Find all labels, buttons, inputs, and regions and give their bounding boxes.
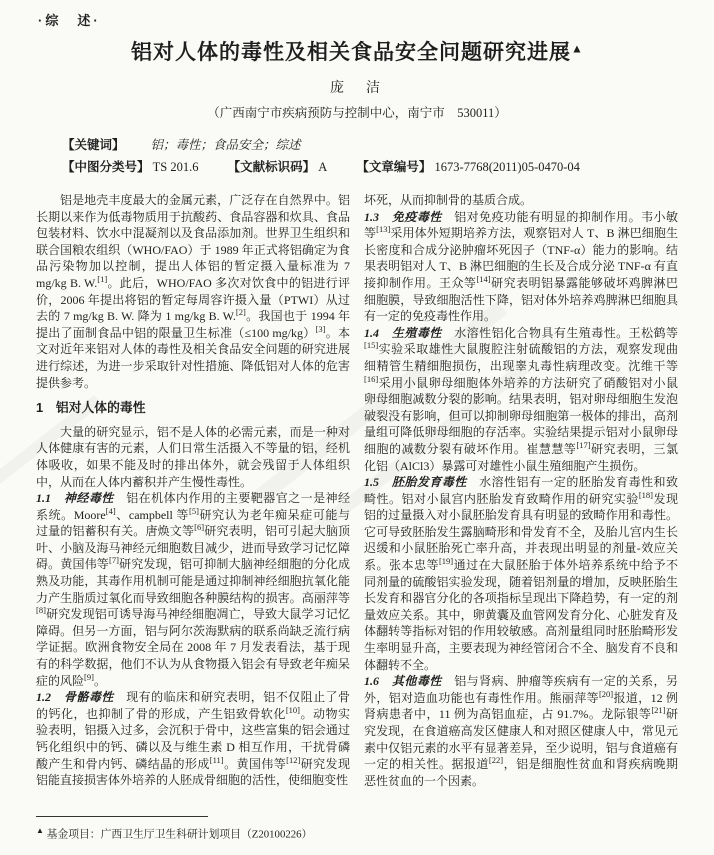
reference-superscript: [20] bbox=[598, 688, 614, 699]
classification-line bbox=[62, 156, 674, 178]
reference-superscript: [8] bbox=[36, 605, 46, 616]
paragraph: 1.4 生殖毒性 水溶性铝化合物具有生殖毒性。王松鹤等[15]实验采取雄性大鼠腹腔注射硫酸铝的方法，观察发现曲细精管生精细胞损伤，出现睾丸毒性病理改变。沈维干等[16]采用小鼠卵母细胞体外培养的方法研究了硝酸铝对小鼠卵母细胞减数分裂的影响。结果表明，铝对卵母细胞生发泡破裂没有影响，但可以抑制卵母细胞第一极体的排出，高剂量组可降低卵母细胞的存活率。实验结果提示铝对小鼠卵母细胞的减数分裂有破坏作用。崔慧慧等[17]研究表明，三氯化铝（AlCl3）暴露可对雄性小鼠生殖细胞产生损伤。 bbox=[364, 325, 678, 473]
paragraph: 1.2 骨骼毒性 现有的临床和研究表明，铝不仅阻止了骨的钙化，也抑制了骨的形成，产生铝致骨软化[10]。动物实验表明，铝摄入过多，会沉积于骨中，这些富集的铝会通过钙化组织中的钙、磷以及与维生素 D 相互作用，干扰骨磷酸产生和骨内钙、磷结晶的形成[11]。黄国伟等[12]研究发现铝能直接损害体外培养的人胚成骨细胞的活性，使细胞变性 bbox=[36, 690, 350, 788]
article-id-value: 1673-7768(2011)05-0470-04 bbox=[434, 160, 580, 174]
reference-superscript: [7] bbox=[108, 555, 119, 566]
reference-superscript: [15] bbox=[364, 340, 379, 351]
left-column bbox=[36, 192, 350, 789]
title-footnote-marker: ▲ bbox=[571, 41, 583, 56]
subsection-label: 1.5 胚胎发育毒性 bbox=[364, 475, 467, 490]
section-heading: 1 铝对人体的毒性 bbox=[36, 400, 146, 416]
paragraph: 大量的研究显示，铝不是人体的必需元素，而是一种对人体健康有害的元素，人们日常生活摄入不等量的铝，经机体吸收，如果不能及时的排出体外，就会残留于人体组织中，从而在人体内蓄积并产生慢性毒性。 bbox=[36, 424, 350, 489]
reference-superscript: [14] bbox=[476, 273, 491, 284]
footnote-divider bbox=[36, 816, 208, 817]
reference-superscript: [3] bbox=[315, 323, 326, 334]
column-tag: ·综 述· bbox=[38, 13, 101, 28]
paragraph: 1.6 其他毒性 铝与肾病、肿瘤等疾病有一定的关系，另外，铝对造血功能也有毒性作用。熊丽萍等[20]报道，12 例肾病患者中，11 例为高铝血症，占 91.7%。龙际银等[21]研究发现，在食道癌高发区健康人和对照区健康人中，常见元素中仅铝元素的水平有显著差异，至少说明，铝与食道癌有一定的相关性。据报道[22]，铝是细胞性贫血和肾疾病晚期恶性贫血的一个因素。 bbox=[364, 674, 678, 788]
paragraph: 铝是地壳丰度最大的金属元素，广泛存在自然界中。铝长期以来作为低毒物质用于抗酸药、食品容器和炊具、食品包装材料、饮水中混凝剂以及食品添加剂。世界卫生组织和联合国粮农组织（WHO/FAO）于 1989 年正式将铝确定为食品污染物加以控制，提出人体铝的暂定摄入量标准为 7 mg/kg B. W.[1]。此后，WHO/FAO 多次对饮食中的铝进行评价，2006 年提出将铝的暂定每周容许摄入量（PTWI）从过去的 7 mg/kg B. W. 降为 1 mg/kg B. W.[2]。我国也于 1994 年提出了面制食品中铝的限量卫生标准（≤100 mg/kg）[3]。本文对近年来铝对人体的毒性及相关食品安全问题的研究进展进行综述，为进一步采取针对性措施、降低铝对人体的危害提供参考。 bbox=[36, 193, 351, 390]
right-column bbox=[364, 192, 678, 789]
reference-superscript: [1] bbox=[97, 273, 108, 284]
reference-superscript: [11] bbox=[209, 754, 224, 765]
page-title: 铝对人体的毒性及相关食品安全问题研究进展 bbox=[131, 40, 572, 64]
clc-value: TS 201.6 bbox=[152, 160, 199, 174]
subsection-label: 1.2 骨骼毒性 bbox=[36, 690, 114, 705]
reference-superscript: [12] bbox=[286, 754, 301, 765]
reference-superscript: [16] bbox=[364, 373, 379, 384]
article-id-label: 【文章编号】 bbox=[356, 160, 432, 174]
reference-superscript: [19] bbox=[438, 556, 454, 567]
footnote-text: 基金项目：广西卫生厅卫生科研计划项目（Z20100226） bbox=[46, 829, 313, 841]
subsection-label: 1.6 其他毒性 bbox=[364, 674, 442, 689]
keywords-label: 【关键词】 bbox=[62, 138, 125, 152]
reference-superscript: [13] bbox=[376, 224, 391, 235]
keywords-value: 铝；毒性；食品安全；综述 bbox=[150, 138, 301, 152]
author-affiliation: （广西南宁市疾病预防与控制中心，南宁市 530011） bbox=[207, 106, 507, 120]
article-meta bbox=[62, 134, 674, 178]
paragraph: 坏死，从而抑制骨的基质合成。 bbox=[364, 193, 533, 207]
reference-superscript: [5] bbox=[189, 505, 199, 516]
title-block bbox=[0, 0, 714, 66]
funding-footnote bbox=[36, 816, 366, 843]
paragraph: 1.1 神经毒性 铝在机体内作用的主要靶器官之一是神经系统。Moore[4]、campbell 等[5]研究认为老年痴呆症可能与过量的铝蓄积有关。唐焕文等[6]研究表明，铝可引起大脑顶叶、小脑及海马神经元细胞数目减少，进而导致学习记忆障碍。黄国伟等[7]研究发现，铝可抑制大脑神经细胞的分化成熟及功能，其毒作用机制可能是通过抑制神经细胞抗氧化能力产生脂质过氧化而导致细胞各种膜结构的损害。高丽萍等[8]研究发现铝可诱导海马神经细胞凋亡，导致大鼠学习记忆障碍。但另一方面，铝与阿尔茨海默病的联系尚缺乏流行病学证据。欧洲食物安全局在 2008 年 7 月发表看法，基于现有的科学数据，他们不认为从食物摄入铝会有导致老年痴呆症的风险[9]。 bbox=[36, 491, 351, 688]
paragraph: 1.3 免疫毒性 铝对免疫功能有明显的抑制作用。韦小敏等[13]采用体外短期培养方法，观察铝对人 T、B 淋巴细胞生长密度和合成分泌肿瘤坏死因子（TNF-α）能力的影响。结果表明铝对人 T、B 淋巴细胞的生长及合成分泌 TNF-α 有直接抑制作用。王众等[14]研究表明铝暴露能够破坏鸡脾淋巴细胞膜，导致细胞活性下降，铝对体外培养鸡脾淋巴细胞具有一定的免疫毒性作用。 bbox=[364, 209, 678, 324]
reference-superscript: [6] bbox=[194, 522, 205, 533]
doc-code-label: 【文献标识码】 bbox=[227, 160, 316, 174]
body-columns bbox=[36, 192, 678, 789]
keywords-line bbox=[62, 134, 674, 156]
reference-superscript: [21] bbox=[651, 705, 666, 716]
subsection-label: 1.1 神经毒性 bbox=[36, 491, 114, 506]
author-name: 庞 洁 bbox=[330, 81, 384, 96]
reference-superscript: [4] bbox=[105, 505, 116, 516]
clc-label: 【中图分类号】 bbox=[62, 160, 150, 174]
subsection-label: 1.3 免疫毒性 bbox=[364, 209, 442, 224]
paragraph: 1.5 胚胎发育毒性 水溶性铝有一定的胚胎发育毒性和致畸性。铝对小鼠宫内胚胎发育致畸作用的研究实验[18]发现铝的过量摄入对小鼠胚胎发育具有明显的致畸作用和毒性。它可导致胚胎发生露脑畸形和骨发育不全，及胎儿宫内生长迟缓和小鼠胚胎死亡率升高，并表现出明显的剂量-效应关系。张本忠等[19]通过在大鼠胚胎于体外培养系统中给予不同剂量的硫酸铝实验发现，随着铝剂量的增加，反映胚胎生长发育和器官分化的各项指标呈现出下降趋势，有一定的剂量效应关系。其中，卵黄囊及血管网发育分化、心脏发育及体翻转等指标对铝的作用较敏感。高剂量组同时胚胎畸形发生率明显升高，主要表现为神经管闭合不全、脑发育不良和体翻转不全。 bbox=[364, 475, 678, 672]
footnote-marker: ▲ bbox=[36, 826, 44, 836]
reference-superscript: [2] bbox=[235, 307, 246, 318]
reference-superscript: [22] bbox=[488, 755, 504, 766]
reference-superscript: [18] bbox=[638, 489, 653, 500]
reference-superscript: [9] bbox=[84, 671, 94, 682]
reference-superscript: [17] bbox=[576, 439, 591, 450]
reference-superscript: [10] bbox=[285, 704, 301, 715]
doc-code-value: A bbox=[318, 160, 328, 174]
subsection-label: 1.4 生殖毒性 bbox=[364, 325, 442, 340]
